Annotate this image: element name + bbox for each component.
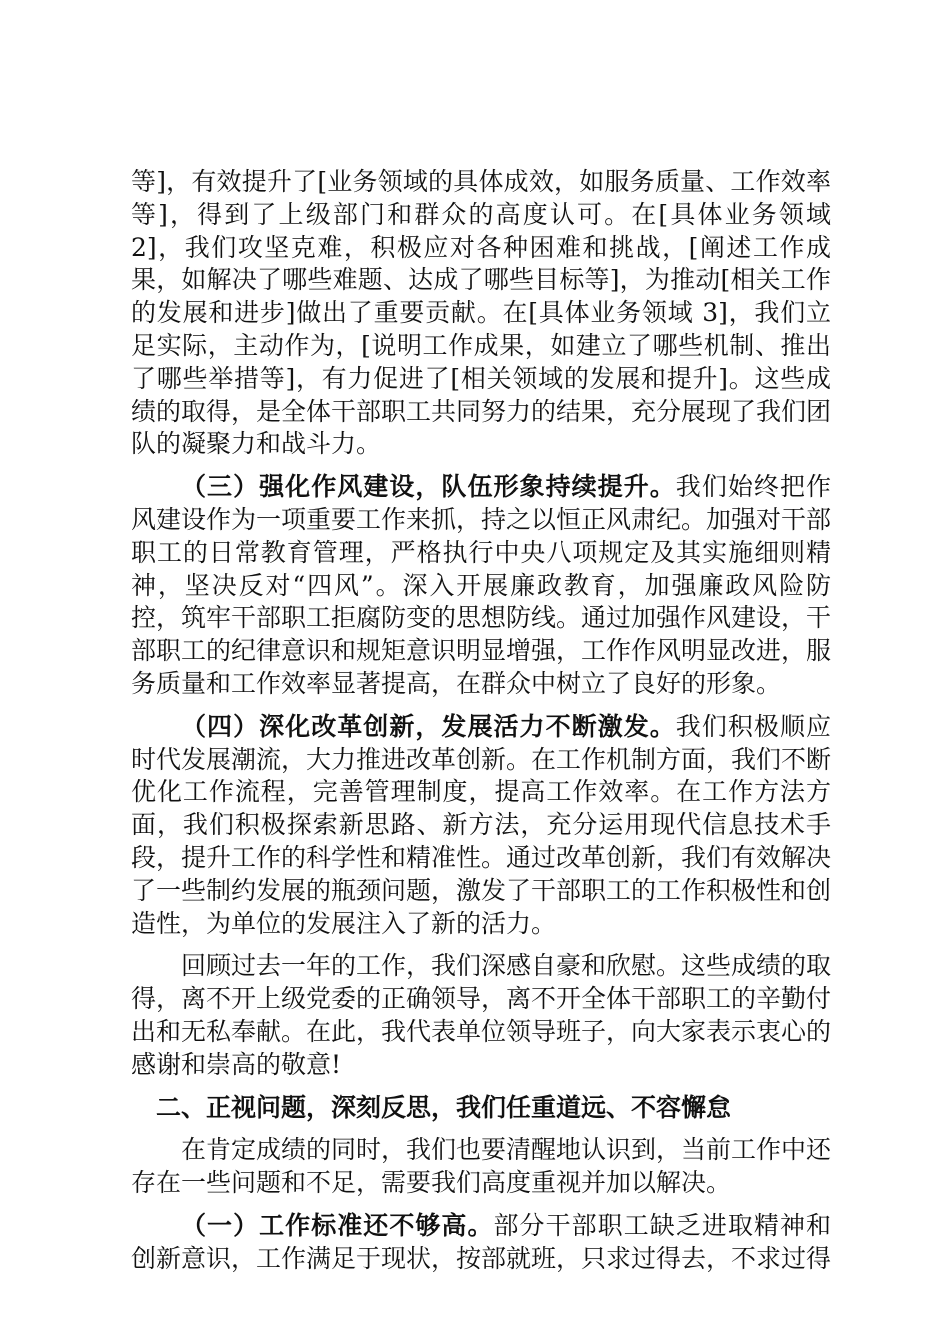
paragraph-text: 我们始终把作风建设作为一项重要工作来抓，持之以恒正风肃纪。加强对干部职工的日常教育管理，严格执行中央八项规定及其实施细则精神，坚决反对“四风”。深入开展廉政教育，加强廉政风险防控，筑牢干部职工拒腐防变的思想防线。通过加强作风建设，干部职工的纪律意识和规矩意识明显增强，工作作风明显改进，服务质量和工作效率显著提高，在群众中树立了良好的形象。 <box>131 472 832 698</box>
paragraph-intro-2 <box>131 1134 831 1200</box>
document-page <box>131 166 831 1286</box>
paragraph-text: 在肯定成绩的同时，我们也要清醒地认识到，当前工作中还存在一些问题和不足，需要我们高度重视并加以解决。 <box>131 1135 832 1198</box>
paragraph-section-3 <box>131 471 831 701</box>
section-heading: （四）深化改革创新，发展活力不断激发。 <box>181 711 676 741</box>
chapter-heading-2: 二、正视问题，深刻反思，我们任重道远、不容懈怠 <box>156 1092 732 1122</box>
paragraph-text: 我们积极顺应时代发展潮流，大力推进改革创新。在工作机制方面，我们不断优化工作流程，完善管理制度，提高工作效率。在工作方法方面，我们积极探索新思路、新方法，充分运用现代信息技术手段，提升工作的科学性和精准性。通过改革创新，我们有效解决了一些制约发展的瓶颈问题，激发了干部职工的工作积极性和创造性，为单位的发展注入了新的活力。 <box>131 711 832 938</box>
section-heading: （一）工作标准还不够高。 <box>181 1210 494 1240</box>
paragraph-problem-1 <box>131 1210 831 1276</box>
paragraph-text: 部分干部职工缺乏进取精神和创新意识，工作满足于现状，按部就班，只求过得去，不求过得 <box>131 1210 832 1273</box>
paragraph-continuation <box>131 166 831 461</box>
paragraph-text: 回顾过去一年的工作，我们深感自豪和欣慰。这些成绩的取得，离不开上级党委的正确领导，离不开全体干部职工的辛勤付出和无私奉献。在此，我代表单位领导班子，向大家表示衷心的感谢和崇高的敬意! <box>131 951 832 1079</box>
section-heading: （三）强化作风建设，队伍形象持续提升。 <box>181 472 676 502</box>
paragraph-text: 等]，有效提升了[业务领域的具体成效，如服务质量、工作效率等]，得到了上级部门和群众的高度认可。在[具体业务领域 2]，我们攻坚克难，积极应对各种困难和挑战，[阐述工作成果，如解决了哪些难题、达成了哪些目标等]，为推动[相关工作的发展和进步]做出了重要贡献。在[具体业务领域 3]，我们立足实际，主动作为，[说明工作成果，如建立了哪些机制、推出了哪些举措等]，有力促进了[相关领域的发展和提升]。这些成绩的取得，是全体干部职工共同努力的结果，充分展现了我们团队的凝聚力和战斗力。 <box>131 167 832 459</box>
paragraph-section-4 <box>131 711 831 941</box>
paragraph-review <box>131 950 831 1081</box>
